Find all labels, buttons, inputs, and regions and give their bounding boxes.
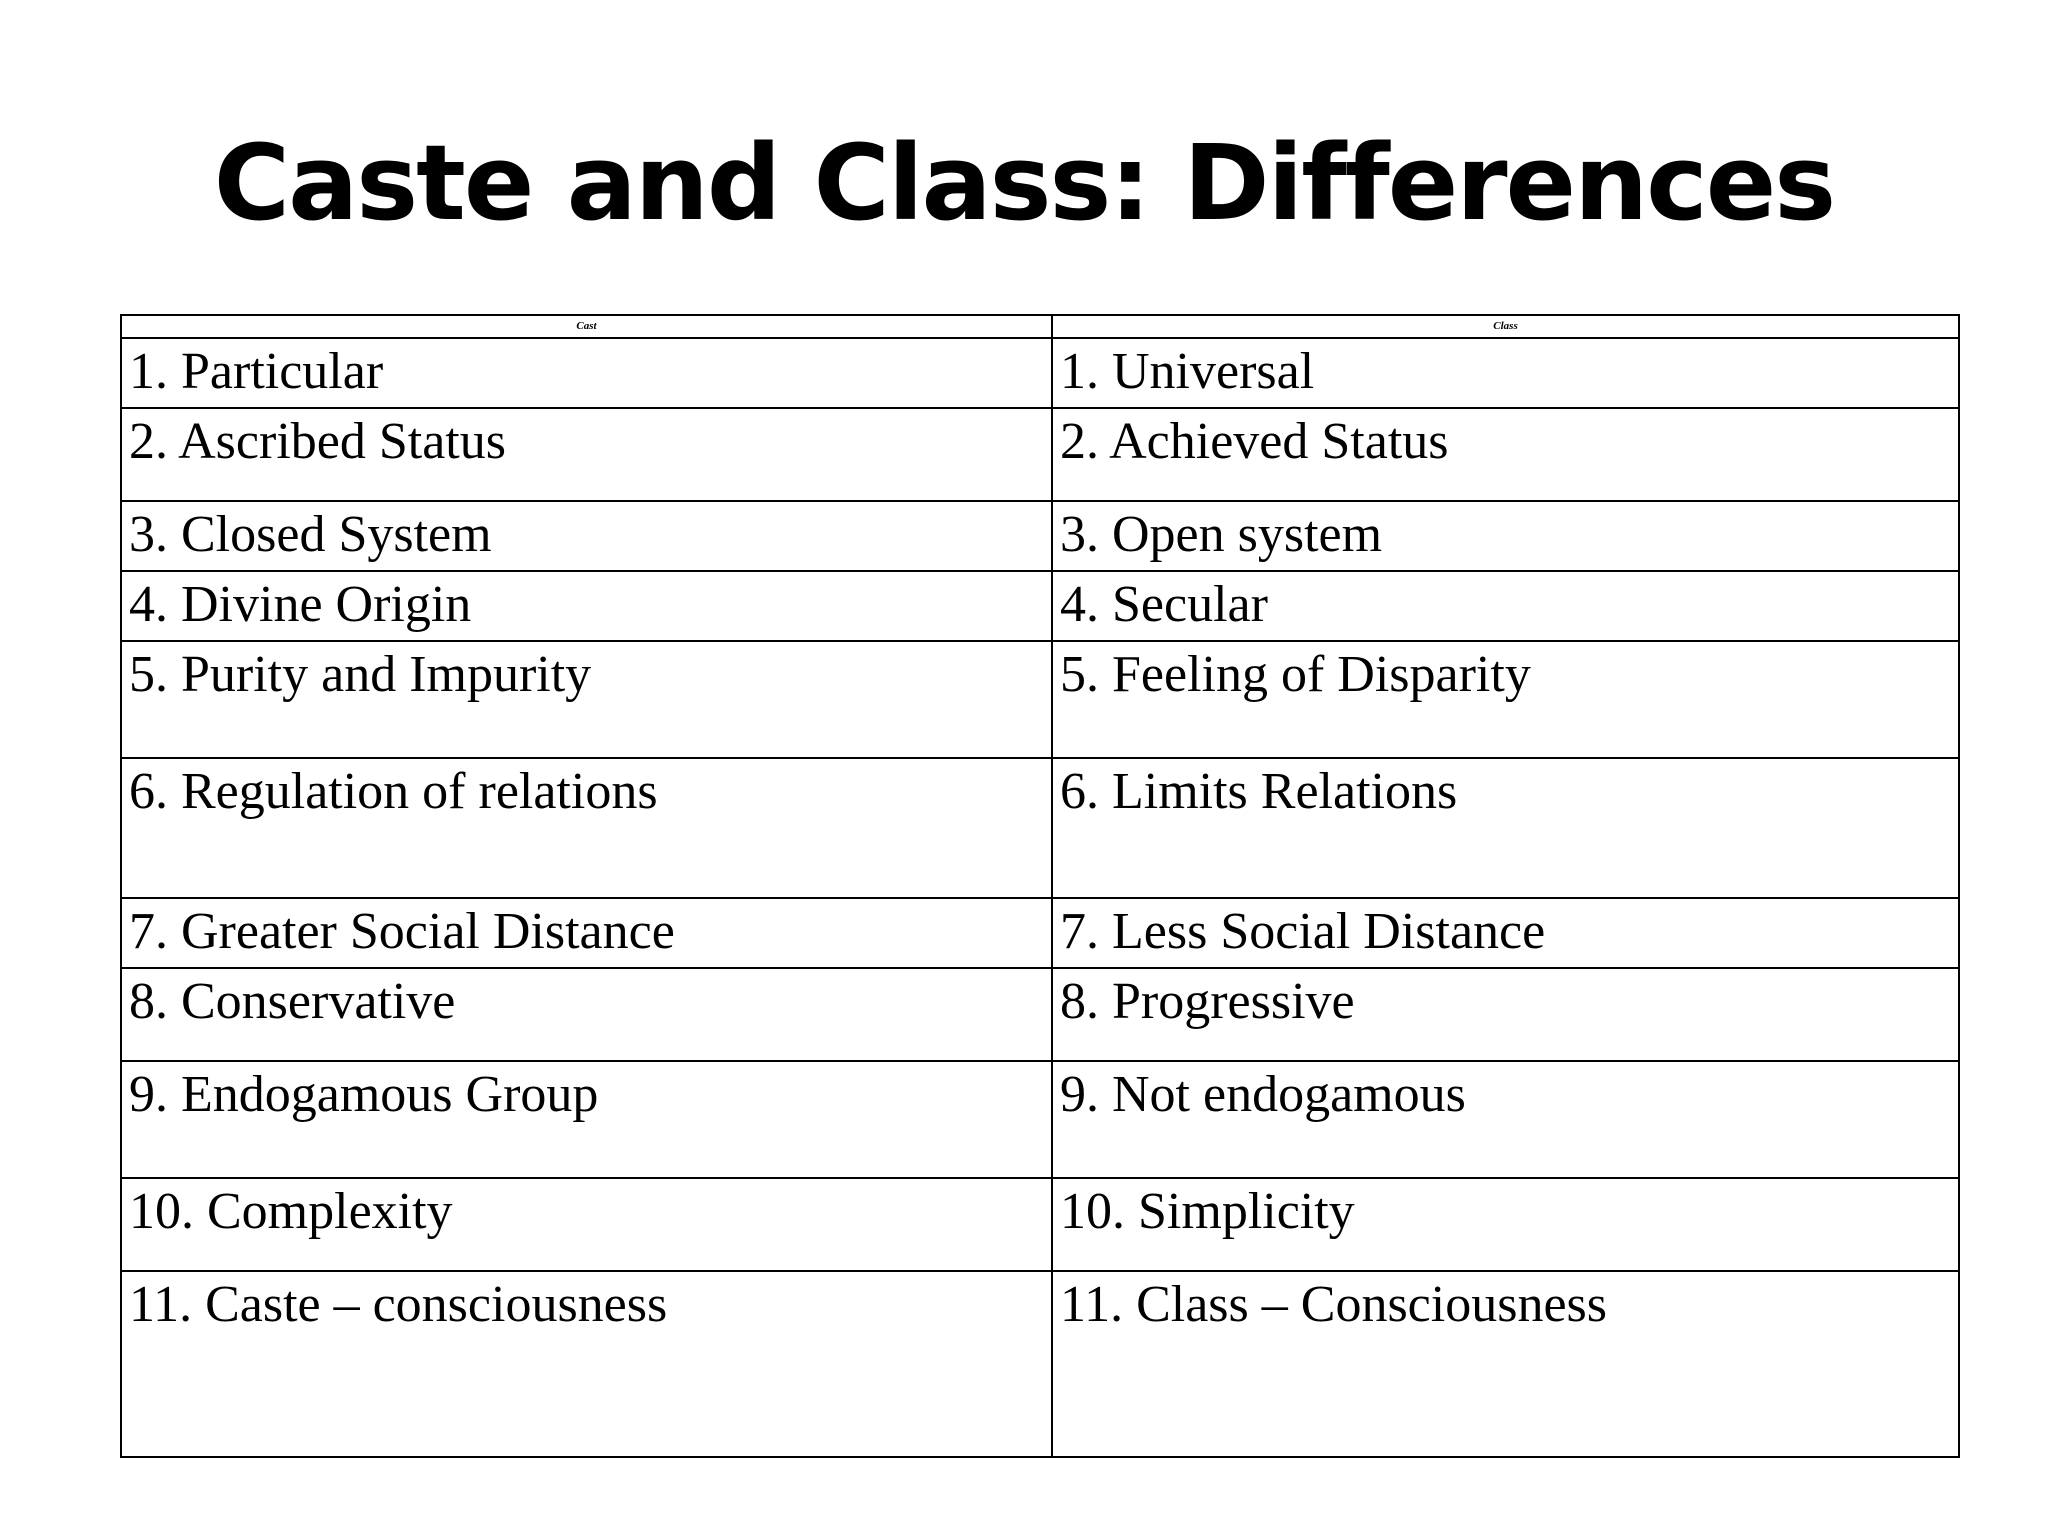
caste-cell: 3. Closed System bbox=[121, 501, 1052, 571]
caste-cell: 2. Ascribed Status bbox=[121, 408, 1052, 501]
caste-cell: 4. Divine Origin bbox=[121, 571, 1052, 641]
caste-cell: 5. Purity and Impurity bbox=[121, 641, 1052, 758]
class-cell: 7. Less Social Distance bbox=[1052, 898, 1959, 968]
table-row bbox=[121, 1061, 1959, 1178]
class-cell: 1. Universal bbox=[1052, 338, 1959, 408]
slide-title: Caste and Class: Differences bbox=[213, 122, 1835, 244]
caste-cell: 11. Caste – consciousness bbox=[121, 1271, 1052, 1457]
table-row bbox=[121, 968, 1959, 1061]
class-cell: 6. Limits Relations bbox=[1052, 758, 1959, 898]
table-header-row bbox=[121, 315, 1959, 338]
caste-cell: 6. Regulation of relations bbox=[121, 758, 1052, 898]
class-cell: 2. Achieved Status bbox=[1052, 408, 1959, 501]
table-row bbox=[121, 571, 1959, 641]
caste-cell: 9. Endogamous Group bbox=[121, 1061, 1052, 1178]
table-row bbox=[121, 1178, 1959, 1271]
table-row bbox=[121, 408, 1959, 501]
class-cell: 11. Class – Consciousness bbox=[1052, 1271, 1959, 1457]
caste-cell: 8. Conservative bbox=[121, 968, 1052, 1061]
class-cell: 10. Simplicity bbox=[1052, 1178, 1959, 1271]
caste-cell: 10. Complexity bbox=[121, 1178, 1052, 1271]
header-caste: Cast bbox=[121, 315, 1052, 338]
comparison-table bbox=[120, 314, 1960, 1458]
class-cell: 3. Open system bbox=[1052, 501, 1959, 571]
table-row bbox=[121, 758, 1959, 898]
table-row bbox=[121, 501, 1959, 571]
table-row bbox=[121, 641, 1959, 758]
class-cell: 9. Not endogamous bbox=[1052, 1061, 1959, 1178]
class-cell: 8. Progressive bbox=[1052, 968, 1959, 1061]
table-row bbox=[121, 898, 1959, 968]
table-row bbox=[121, 338, 1959, 408]
table-row bbox=[121, 1271, 1959, 1457]
caste-cell: 7. Greater Social Distance bbox=[121, 898, 1052, 968]
header-class: Class bbox=[1052, 315, 1959, 338]
class-cell: 5. Feeling of Disparity bbox=[1052, 641, 1959, 758]
caste-cell: 1. Particular bbox=[121, 338, 1052, 408]
class-cell: 4. Secular bbox=[1052, 571, 1959, 641]
